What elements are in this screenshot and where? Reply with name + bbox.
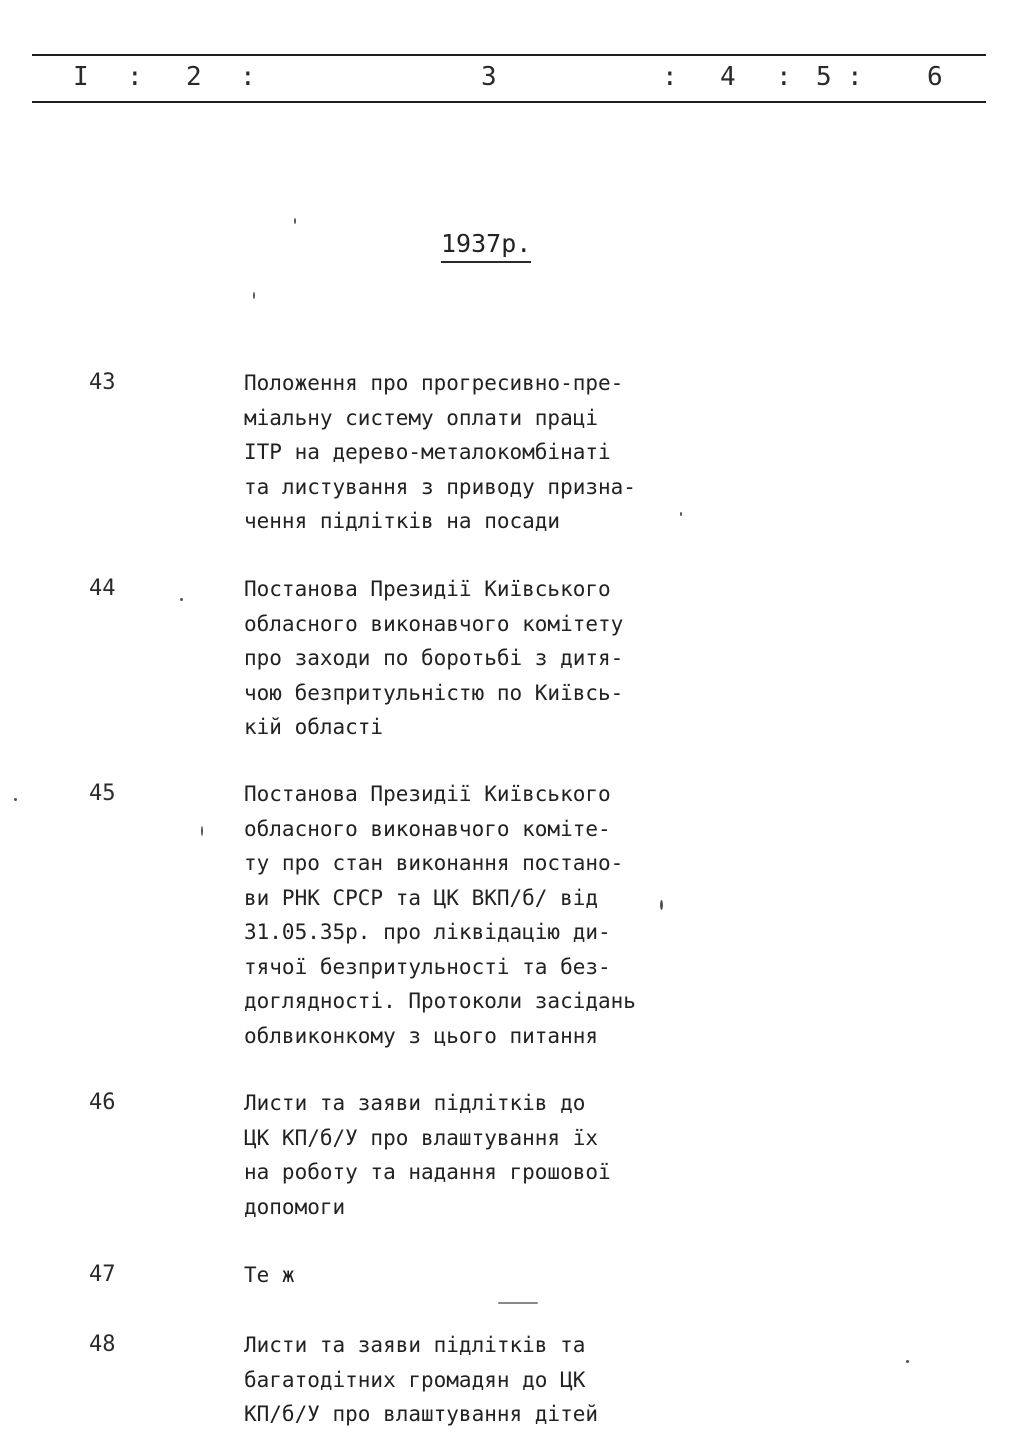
column-6-header: 6 <box>927 62 943 92</box>
scan-speck <box>660 900 663 910</box>
column-separator: : <box>240 62 256 92</box>
year-heading: 1937р. <box>441 228 531 263</box>
entry-number: 47 <box>89 1262 116 1287</box>
entry-number: 48 <box>89 1332 116 1357</box>
column-3-header: 3 <box>481 62 497 92</box>
column-separator: : <box>847 62 863 92</box>
entry-description: Постанова Президії Київського обласного виконавчого комітету про заходи по боротьбі з дитя- чою безпритульністю по Київсь- кій області <box>244 577 624 739</box>
scan-speck <box>253 292 255 299</box>
column-separator: : <box>776 62 792 92</box>
entry-description: Листи та заяви підлітків та багатодітних громадян до ЦК КП/б/У про влаштування дітей <box>244 1333 599 1426</box>
header-top-rule <box>32 54 986 56</box>
entry-number: 46 <box>89 1090 116 1115</box>
entry-description: Постанова Президії Київського обласного виконавчого коміте- ту про стан виконання постано- ви РНК СРСР та ЦК ВКП/б/ від 31.05.35р. про ліквідацію ди- тячої безпритульності та без- доглядності. Протоколи засідань облвиконкому з цього питання <box>244 782 636 1048</box>
header-bottom-rule <box>32 101 986 103</box>
entry-number: 44 <box>89 576 116 601</box>
entry-number: 43 <box>89 370 116 395</box>
scan-speck <box>294 218 296 224</box>
column-1-header: I <box>73 62 89 92</box>
entry-number: 45 <box>89 781 116 806</box>
scan-speck <box>906 1360 909 1363</box>
column-4-header: 4 <box>720 62 736 92</box>
scan-speck <box>498 1302 538 1304</box>
scan-speck <box>14 798 17 801</box>
entry-description: Те ж <box>244 1263 295 1287</box>
entry-description: Положення про прогресивно-пре- міальну систему оплати праці ІТР на дерево-металокомбінаті та листування з приводу призна- чення підлітків на посади <box>244 371 636 533</box>
scan-speck <box>180 598 183 601</box>
scan-speck <box>201 826 203 836</box>
column-5-header: 5 <box>816 62 832 92</box>
column-separator: : <box>127 62 143 92</box>
column-separator: : <box>662 62 678 92</box>
entry-description: Листи та заяви підлітків до ЦК КП/б/У про влаштування їх на роботу та надання грошової допомоги <box>244 1091 611 1219</box>
column-2-header: 2 <box>186 62 202 92</box>
scan-speck <box>680 512 682 516</box>
